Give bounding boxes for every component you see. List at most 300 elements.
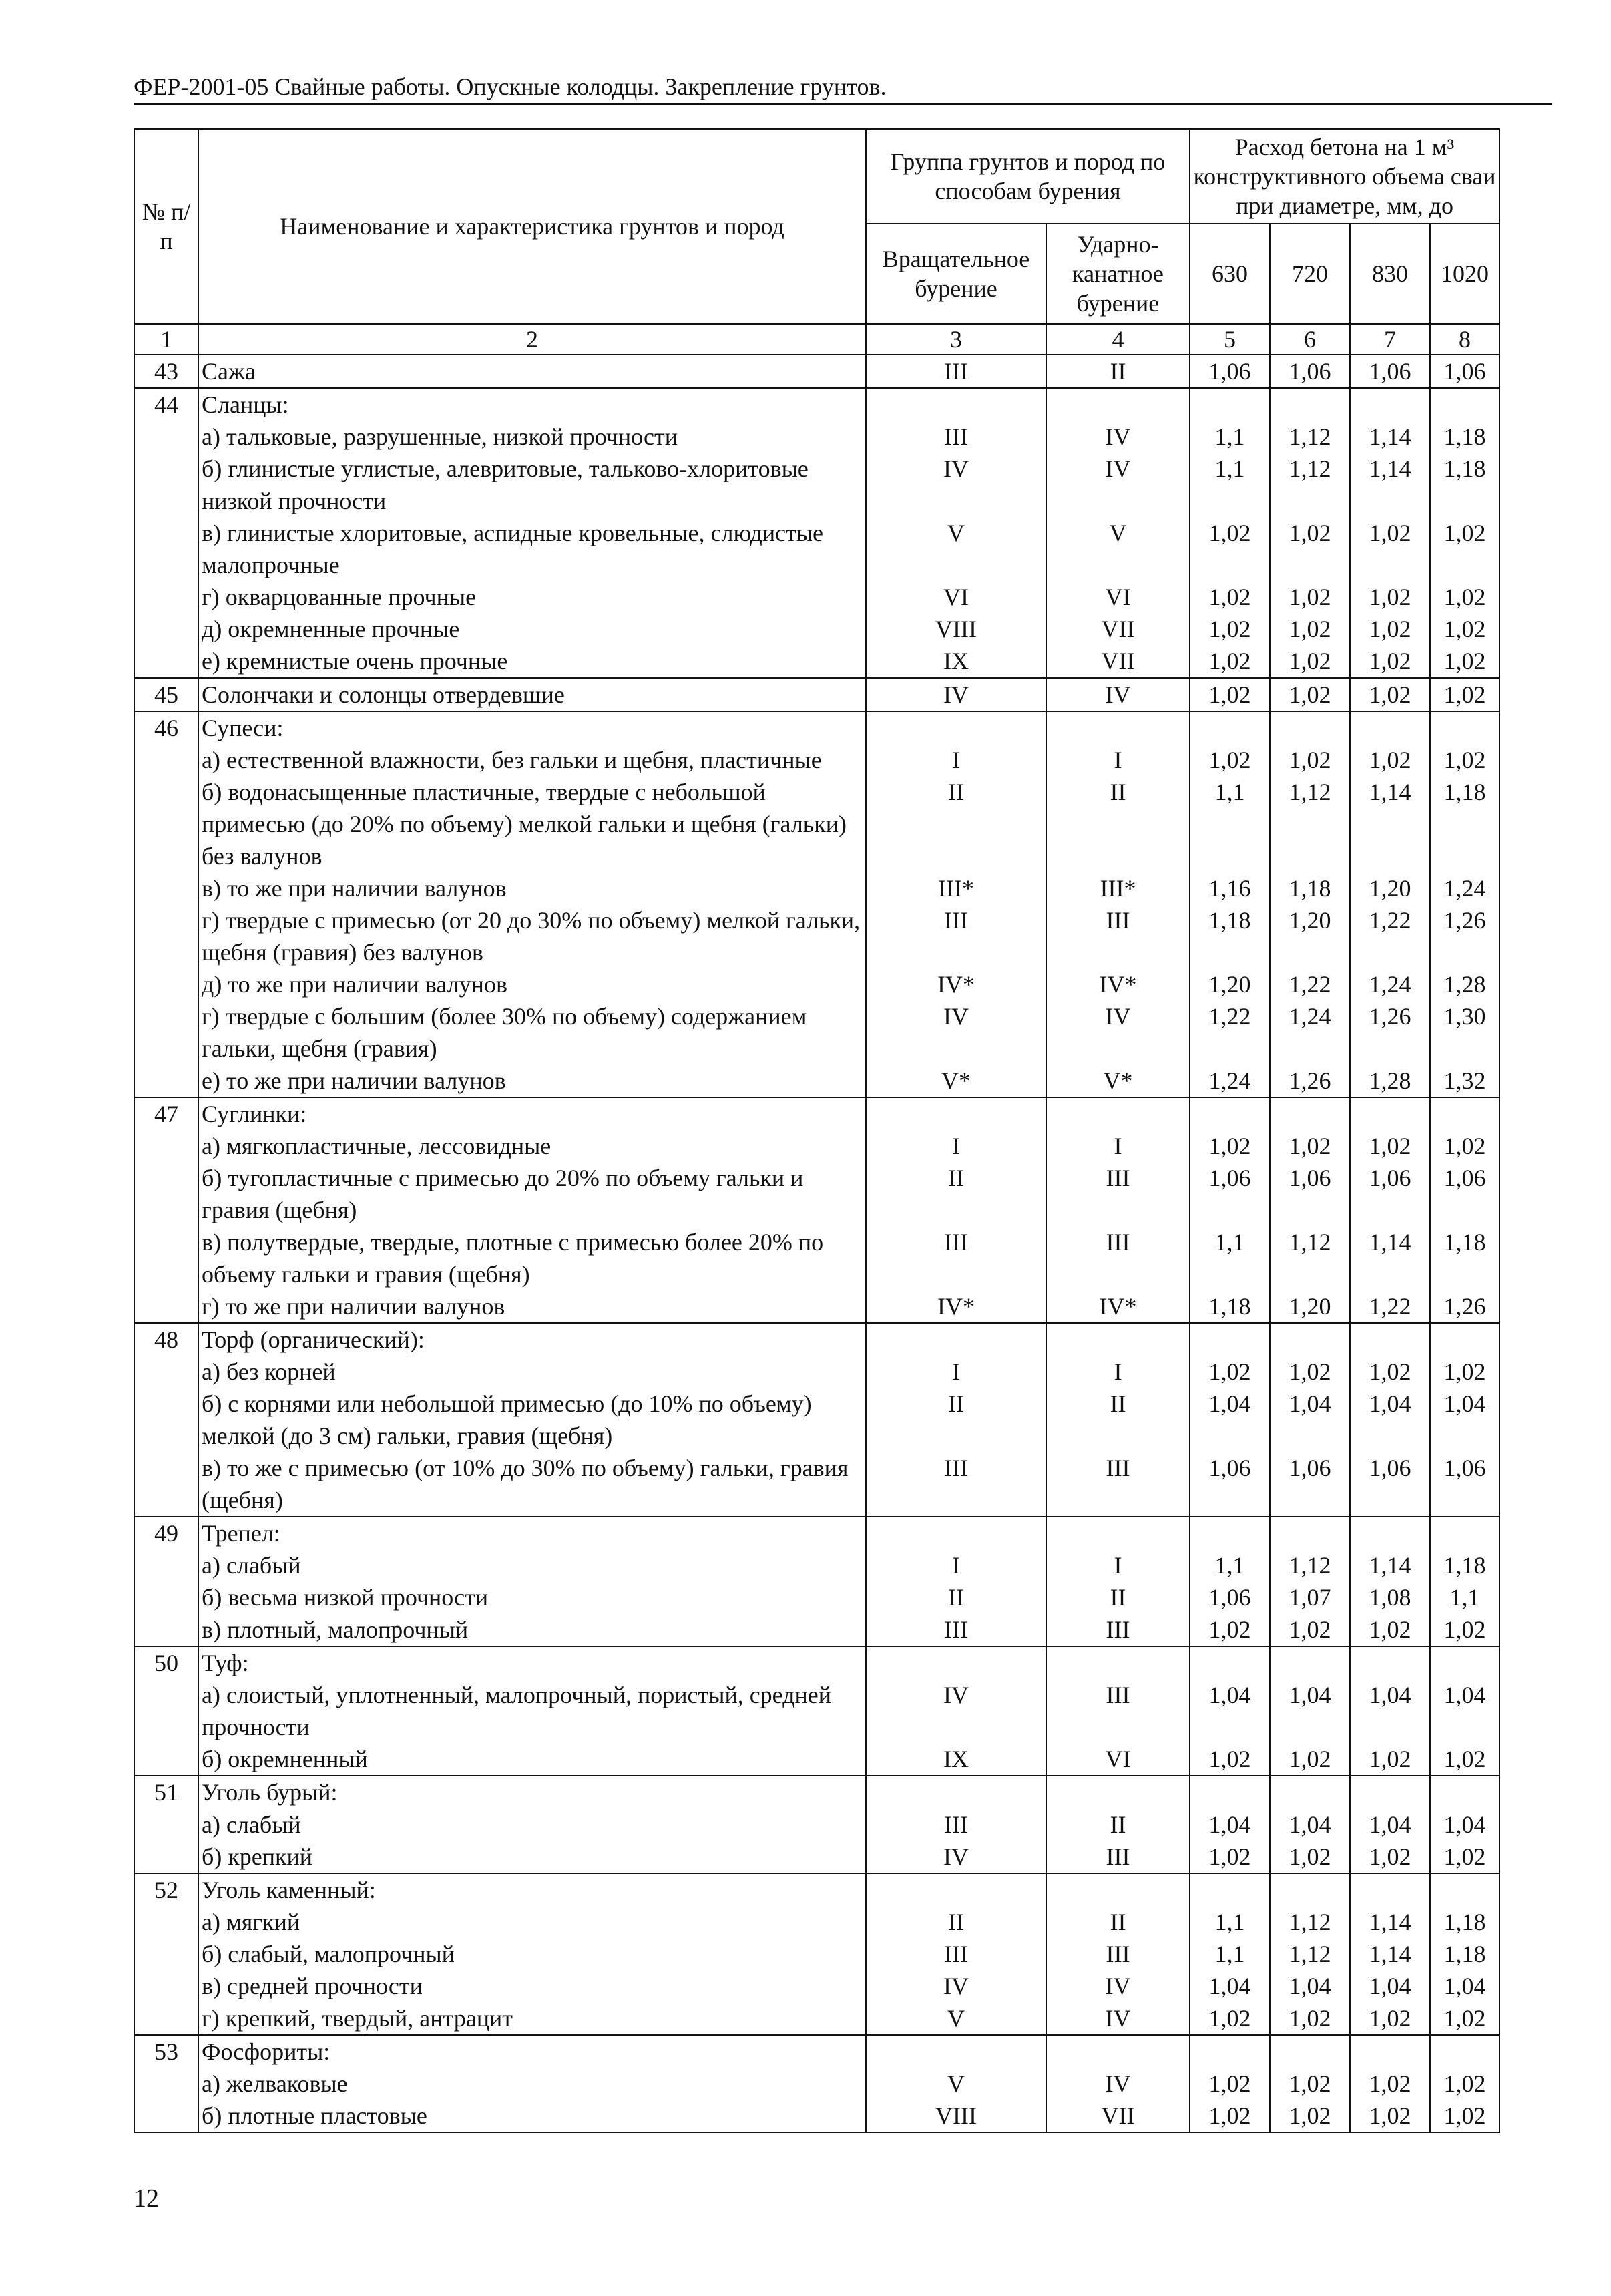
concrete-630: 1,02 <box>1190 581 1270 613</box>
concrete-830 <box>1350 388 1430 421</box>
concrete-830: 1,06 <box>1350 1162 1430 1226</box>
concrete-720: 1,02 <box>1270 1841 1350 1873</box>
concrete-1020: 1,04 <box>1430 1808 1500 1841</box>
concrete-1020 <box>1430 711 1500 744</box>
concrete-1020: 1,02 <box>1430 678 1500 711</box>
rotary-group: V <box>866 2002 1046 2035</box>
soil-name: а) без корней <box>198 1356 866 1388</box>
concrete-720: 1,02 <box>1270 517 1350 581</box>
concrete-630: 1,06 <box>1190 1162 1270 1226</box>
table-row <box>134 2068 1500 2100</box>
column-numbers-row <box>134 324 1500 355</box>
column-number: 4 <box>1046 324 1190 355</box>
concrete-630 <box>1190 1646 1270 1679</box>
concrete-1020: 1,02 <box>1430 744 1500 776</box>
soil-name: е) то же при наличии валунов <box>198 1065 866 1097</box>
percussion-group: III <box>1046 1841 1190 1873</box>
row-number <box>134 1226 198 1290</box>
percussion-group: IV* <box>1046 1290 1190 1323</box>
concrete-630: 1,02 <box>1190 517 1270 581</box>
table-row <box>134 1938 1500 1970</box>
percussion-group <box>1046 1776 1190 1808</box>
table-row <box>134 1097 1500 1130</box>
page-title: ФЕР-2001-05 Свайные работы. Опускные колодцы. Закрепление грунтов. <box>134 73 887 100</box>
table-row <box>134 581 1500 613</box>
concrete-1020: 1,1 <box>1430 1581 1500 1613</box>
row-number <box>134 1130 198 1162</box>
table-row <box>134 872 1500 904</box>
soil-name: г) то же при наличии валунов <box>198 1290 866 1323</box>
concrete-830: 1,02 <box>1350 1130 1430 1162</box>
concrete-630: 1,04 <box>1190 1679 1270 1743</box>
concrete-720 <box>1270 1517 1350 1549</box>
soil-name: в) плотный, малопрочный <box>198 1613 866 1646</box>
concrete-1020 <box>1430 1097 1500 1130</box>
percussion-group <box>1046 1646 1190 1679</box>
concrete-830: 1,14 <box>1350 453 1430 517</box>
row-number <box>134 1841 198 1873</box>
rotary-group: V <box>866 517 1046 581</box>
table-row <box>134 744 1500 776</box>
rotary-group: V* <box>866 1065 1046 1097</box>
table-row <box>134 1356 1500 1388</box>
table-row <box>134 968 1500 1000</box>
rotary-group: VIII <box>866 613 1046 645</box>
table-row <box>134 1517 1500 1549</box>
concrete-1020 <box>1430 388 1500 421</box>
concrete-630: 1,02 <box>1190 1841 1270 1873</box>
header-percussion: Ударно-канатное бурение <box>1046 224 1190 324</box>
soil-name: а) естественной влажности, без гальки и щебня, пластичные <box>198 744 866 776</box>
table-row <box>134 1290 1500 1323</box>
percussion-group: III <box>1046 1938 1190 1970</box>
soil-name: Уголь каменный: <box>198 1873 866 1906</box>
rotary-group: III <box>866 904 1046 968</box>
table-row <box>134 2002 1500 2035</box>
soil-name: Солончаки и солонцы отвердевшие <box>198 678 866 711</box>
soil-name: б) глинистые углистые, алевритовые, тальково-хлоритовые низкой прочности <box>198 453 866 517</box>
table-row <box>134 711 1500 744</box>
concrete-720: 1,18 <box>1270 872 1350 904</box>
percussion-group: V* <box>1046 1065 1190 1097</box>
soil-name: а) слабый <box>198 1808 866 1841</box>
table-row <box>134 678 1500 711</box>
concrete-1020 <box>1430 1517 1500 1549</box>
row-number: 49 <box>134 1517 198 1549</box>
row-number <box>134 1452 198 1517</box>
concrete-1020: 1,06 <box>1430 1452 1500 1517</box>
row-number <box>134 1906 198 1938</box>
percussion-group <box>1046 2035 1190 2068</box>
concrete-720: 1,04 <box>1270 1388 1350 1452</box>
row-number: 43 <box>134 355 198 388</box>
table-row <box>134 1388 1500 1452</box>
table-row <box>134 2100 1500 2132</box>
header-diameter-1020: 1020 <box>1430 224 1500 324</box>
concrete-830: 1,02 <box>1350 2100 1430 2132</box>
table-row <box>134 1970 1500 2002</box>
table-row <box>134 421 1500 453</box>
header-rotary: Вращательное бурение <box>866 224 1046 324</box>
percussion-group: I <box>1046 1549 1190 1581</box>
concrete-630 <box>1190 1097 1270 1130</box>
row-number <box>134 904 198 968</box>
concrete-720: 1,12 <box>1270 1226 1350 1290</box>
rotary-group <box>866 1323 1046 1356</box>
soil-name: Суглинки: <box>198 1097 866 1130</box>
rotary-group: IV <box>866 453 1046 517</box>
soil-name: б) крепкий <box>198 1841 866 1873</box>
concrete-720: 1,02 <box>1270 613 1350 645</box>
rotary-group: I <box>866 1130 1046 1162</box>
soil-name: а) желваковые <box>198 2068 866 2100</box>
percussion-group: IV* <box>1046 968 1190 1000</box>
rotary-group: II <box>866 1581 1046 1613</box>
concrete-630: 1,04 <box>1190 1808 1270 1841</box>
concrete-720: 1,04 <box>1270 1970 1350 2002</box>
table-row <box>134 613 1500 645</box>
table-row <box>134 1743 1500 1776</box>
soil-name: в) глинистые хлоритовые, аспидные кровельные, слюдистые малопрочные <box>198 517 866 581</box>
row-number: 45 <box>134 678 198 711</box>
rotary-group <box>866 1646 1046 1679</box>
rotary-group: IV <box>866 1679 1046 1743</box>
table-row <box>134 645 1500 678</box>
table-row <box>134 1162 1500 1226</box>
concrete-630: 1,02 <box>1190 613 1270 645</box>
concrete-720: 1,12 <box>1270 1549 1350 1581</box>
concrete-720: 1,02 <box>1270 1356 1350 1388</box>
page-header <box>134 72 1552 105</box>
soil-name: Сажа <box>198 355 866 388</box>
rotary-group: IV <box>866 678 1046 711</box>
concrete-630: 1,1 <box>1190 421 1270 453</box>
percussion-group: IV <box>1046 1970 1190 2002</box>
rotary-group <box>866 1097 1046 1130</box>
soil-concrete-table <box>134 128 1500 2133</box>
concrete-830: 1,06 <box>1350 355 1430 388</box>
concrete-720: 1,02 <box>1270 645 1350 678</box>
rotary-group: VI <box>866 581 1046 613</box>
concrete-830 <box>1350 1646 1430 1679</box>
percussion-group: IV <box>1046 678 1190 711</box>
rotary-group: VIII <box>866 2100 1046 2132</box>
percussion-group: IV <box>1046 2068 1190 2100</box>
concrete-720 <box>1270 388 1350 421</box>
rotary-group <box>866 1873 1046 1906</box>
table-row <box>134 1906 1500 1938</box>
concrete-720: 1,20 <box>1270 1290 1350 1323</box>
table-row <box>134 1613 1500 1646</box>
concrete-720: 1,02 <box>1270 1130 1350 1162</box>
row-number <box>134 2100 198 2132</box>
row-number <box>134 1679 198 1743</box>
concrete-630: 1,02 <box>1190 2002 1270 2035</box>
concrete-830: 1,02 <box>1350 613 1430 645</box>
rotary-group: II <box>866 776 1046 872</box>
soil-name: а) мягкий <box>198 1906 866 1938</box>
row-number <box>134 613 198 645</box>
concrete-720 <box>1270 2035 1350 2068</box>
percussion-group <box>1046 1517 1190 1549</box>
header-diameter-830: 830 <box>1350 224 1430 324</box>
concrete-720: 1,24 <box>1270 1000 1350 1065</box>
row-number: 50 <box>134 1646 198 1679</box>
concrete-830: 1,02 <box>1350 744 1430 776</box>
table-row <box>134 1808 1500 1841</box>
concrete-630: 1,04 <box>1190 1970 1270 2002</box>
concrete-720: 1,12 <box>1270 421 1350 453</box>
concrete-720: 1,26 <box>1270 1065 1350 1097</box>
concrete-630: 1,02 <box>1190 678 1270 711</box>
rotary-group: IX <box>866 645 1046 678</box>
concrete-630: 1,1 <box>1190 1906 1270 1938</box>
row-number: 47 <box>134 1097 198 1130</box>
concrete-630: 1,04 <box>1190 1388 1270 1452</box>
concrete-630: 1,16 <box>1190 872 1270 904</box>
concrete-830: 1,04 <box>1350 1808 1430 1841</box>
row-number <box>134 1581 198 1613</box>
soil-name: а) слоистый, уплотненный, малопрочный, пористый, средней прочности <box>198 1679 866 1743</box>
soil-name: а) мягкопластичные, лессовидные <box>198 1130 866 1162</box>
percussion-group <box>1046 1873 1190 1906</box>
rotary-group: IV <box>866 1000 1046 1065</box>
concrete-720: 1,12 <box>1270 453 1350 517</box>
row-number <box>134 1356 198 1388</box>
row-number <box>134 744 198 776</box>
header-diameter-630: 630 <box>1190 224 1270 324</box>
percussion-group: III <box>1046 1613 1190 1646</box>
percussion-group: II <box>1046 1808 1190 1841</box>
concrete-720 <box>1270 1323 1350 1356</box>
concrete-630: 1,20 <box>1190 968 1270 1000</box>
row-number <box>134 1000 198 1065</box>
table-row <box>134 1323 1500 1356</box>
soil-name: Фосфориты: <box>198 2035 866 2068</box>
header-concrete: Расход бетона на 1 м³ конструктивного объема сваи при диаметре, мм, до <box>1190 129 1500 224</box>
concrete-830: 1,02 <box>1350 1743 1430 1776</box>
percussion-group <box>1046 1323 1190 1356</box>
table-row <box>134 1679 1500 1743</box>
concrete-1020: 1,18 <box>1430 1549 1500 1581</box>
concrete-720: 1,02 <box>1270 678 1350 711</box>
percussion-group: II <box>1046 1906 1190 1938</box>
concrete-830: 1,14 <box>1350 421 1430 453</box>
concrete-1020: 1,18 <box>1430 1906 1500 1938</box>
percussion-group: IV <box>1046 421 1190 453</box>
percussion-group: VII <box>1046 2100 1190 2132</box>
percussion-group: III <box>1046 1226 1190 1290</box>
concrete-720: 1,02 <box>1270 2100 1350 2132</box>
concrete-630 <box>1190 2035 1270 2068</box>
concrete-830: 1,02 <box>1350 645 1430 678</box>
concrete-630: 1,02 <box>1190 645 1270 678</box>
row-number: 48 <box>134 1323 198 1356</box>
concrete-830: 1,06 <box>1350 1452 1430 1517</box>
header-group: Группа грунтов и пород по способам бурения <box>866 129 1190 224</box>
rotary-group: I <box>866 1549 1046 1581</box>
percussion-group <box>1046 711 1190 744</box>
column-number: 5 <box>1190 324 1270 355</box>
row-number <box>134 1613 198 1646</box>
concrete-630 <box>1190 711 1270 744</box>
concrete-830: 1,14 <box>1350 1906 1430 1938</box>
row-number <box>134 1743 198 1776</box>
soil-name: г) твердые с примесью (от 20 до 30% по объему) мелкой гальки, щебня (гравия) без валунов <box>198 904 866 968</box>
concrete-630: 1,02 <box>1190 1356 1270 1388</box>
concrete-830 <box>1350 1873 1430 1906</box>
rotary-group <box>866 388 1046 421</box>
concrete-630: 1,1 <box>1190 1226 1270 1290</box>
concrete-630: 1,1 <box>1190 776 1270 872</box>
concrete-1020: 1,02 <box>1430 581 1500 613</box>
concrete-1020: 1,02 <box>1430 2068 1500 2100</box>
concrete-1020: 1,18 <box>1430 1938 1500 1970</box>
concrete-720: 1,06 <box>1270 1452 1350 1517</box>
rotary-group: III <box>866 1452 1046 1517</box>
concrete-720 <box>1270 711 1350 744</box>
row-number: 51 <box>134 1776 198 1808</box>
concrete-830: 1,04 <box>1350 1970 1430 2002</box>
percussion-group: IV <box>1046 1000 1190 1065</box>
concrete-720: 1,04 <box>1270 1808 1350 1841</box>
percussion-group: III <box>1046 1162 1190 1226</box>
soil-name: в) полутвердые, твердые, плотные с примесью более 20% по объему гальки и гравия (щебня) <box>198 1226 866 1290</box>
rotary-group: IV* <box>866 968 1046 1000</box>
concrete-720: 1,04 <box>1270 1679 1350 1743</box>
concrete-830 <box>1350 1097 1430 1130</box>
table-row <box>134 517 1500 581</box>
soil-name: в) то же при наличии валунов <box>198 872 866 904</box>
row-number <box>134 2068 198 2100</box>
concrete-720: 1,06 <box>1270 1162 1350 1226</box>
concrete-1020: 1,26 <box>1430 1290 1500 1323</box>
concrete-1020: 1,18 <box>1430 453 1500 517</box>
concrete-1020: 1,24 <box>1430 872 1500 904</box>
percussion-group: III <box>1046 904 1190 968</box>
concrete-1020: 1,02 <box>1430 1613 1500 1646</box>
concrete-830: 1,02 <box>1350 1613 1430 1646</box>
concrete-720: 1,22 <box>1270 968 1350 1000</box>
concrete-830: 1,22 <box>1350 1290 1430 1323</box>
soil-name: д) то же при наличии валунов <box>198 968 866 1000</box>
percussion-group: I <box>1046 1356 1190 1388</box>
concrete-1020 <box>1430 1323 1500 1356</box>
percussion-group: II <box>1046 776 1190 872</box>
table-row <box>134 453 1500 517</box>
row-number <box>134 1065 198 1097</box>
header-diameter-720: 720 <box>1270 224 1350 324</box>
concrete-1020: 1,18 <box>1430 421 1500 453</box>
row-number <box>134 1290 198 1323</box>
concrete-1020: 1,26 <box>1430 904 1500 968</box>
table-row <box>134 1873 1500 1906</box>
concrete-1020: 1,02 <box>1430 2100 1500 2132</box>
row-number <box>134 453 198 517</box>
concrete-630: 1,02 <box>1190 744 1270 776</box>
concrete-720 <box>1270 1873 1350 1906</box>
concrete-1020: 1,02 <box>1430 517 1500 581</box>
rotary-group <box>866 2035 1046 2068</box>
concrete-630: 1,22 <box>1190 1000 1270 1065</box>
table-row <box>134 1581 1500 1613</box>
soil-name: б) с корнями или небольшой примесью (до 10% по объему) мелкой (до 3 см) гальки, гравия (щебня) <box>198 1388 866 1452</box>
row-number <box>134 1970 198 2002</box>
table-row <box>134 1549 1500 1581</box>
soil-name: Туф: <box>198 1646 866 1679</box>
concrete-630: 1,1 <box>1190 1549 1270 1581</box>
concrete-720: 1,02 <box>1270 581 1350 613</box>
concrete-1020 <box>1430 2035 1500 2068</box>
concrete-720: 1,02 <box>1270 1613 1350 1646</box>
rotary-group: III <box>866 1613 1046 1646</box>
rotary-group: III <box>866 1226 1046 1290</box>
rotary-group: II <box>866 1388 1046 1452</box>
concrete-720: 1,02 <box>1270 1743 1350 1776</box>
concrete-720 <box>1270 1646 1350 1679</box>
row-number <box>134 776 198 872</box>
column-number: 8 <box>1430 324 1500 355</box>
row-number <box>134 1938 198 1970</box>
soil-name: б) весьма низкой прочности <box>198 1581 866 1613</box>
concrete-830: 1,02 <box>1350 1356 1430 1388</box>
concrete-1020: 1,04 <box>1430 1388 1500 1452</box>
concrete-630: 1,18 <box>1190 904 1270 968</box>
concrete-1020: 1,18 <box>1430 1226 1500 1290</box>
table-row <box>134 1452 1500 1517</box>
concrete-630: 1,02 <box>1190 1130 1270 1162</box>
soil-name: г) твердые с большим (более 30% по объему) содержанием гальки, щебня (гравия) <box>198 1000 866 1065</box>
table-row <box>134 1130 1500 1162</box>
row-number: 46 <box>134 711 198 744</box>
concrete-1020: 1,32 <box>1430 1065 1500 1097</box>
rotary-group: IV <box>866 1841 1046 1873</box>
concrete-630: 1,1 <box>1190 1938 1270 1970</box>
concrete-830: 1,02 <box>1350 1841 1430 1873</box>
percussion-group: I <box>1046 744 1190 776</box>
concrete-830: 1,22 <box>1350 904 1430 968</box>
rotary-group: IX <box>866 1743 1046 1776</box>
table-row <box>134 2035 1500 2068</box>
concrete-830: 1,14 <box>1350 1226 1430 1290</box>
concrete-830 <box>1350 1517 1430 1549</box>
rotary-group: V <box>866 2068 1046 2100</box>
table-row <box>134 1065 1500 1097</box>
column-number: 2 <box>198 324 866 355</box>
page-number: 12 <box>134 2184 159 2213</box>
row-number <box>134 581 198 613</box>
table-header <box>134 129 1500 355</box>
rotary-group: II <box>866 1162 1046 1226</box>
table-row <box>134 1646 1500 1679</box>
row-number <box>134 872 198 904</box>
percussion-group: III <box>1046 1452 1190 1517</box>
concrete-630 <box>1190 388 1270 421</box>
table-row <box>134 388 1500 421</box>
concrete-720: 1,20 <box>1270 904 1350 968</box>
soil-name: а) слабый <box>198 1549 866 1581</box>
row-number <box>134 645 198 678</box>
rotary-group: II <box>866 1906 1046 1938</box>
rotary-group <box>866 1517 1046 1549</box>
concrete-830 <box>1350 2035 1430 2068</box>
percussion-group: III <box>1046 1679 1190 1743</box>
percussion-group: I <box>1046 1130 1190 1162</box>
concrete-1020: 1,04 <box>1430 1679 1500 1743</box>
concrete-720: 1,02 <box>1270 2002 1350 2035</box>
soil-name: в) средней прочности <box>198 1970 866 2002</box>
percussion-group: V <box>1046 517 1190 581</box>
